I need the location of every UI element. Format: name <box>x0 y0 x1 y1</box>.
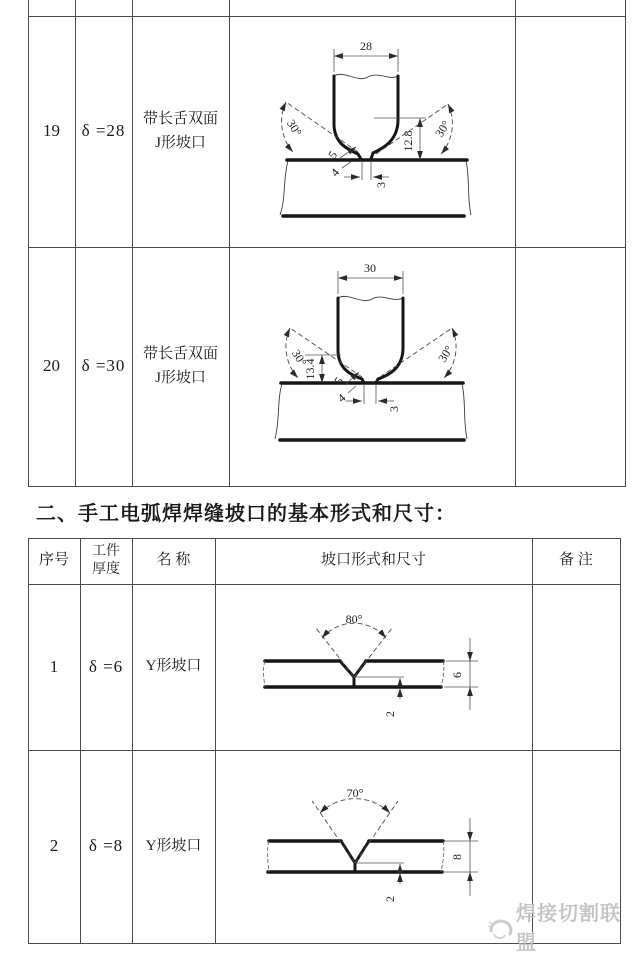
dim-depth-label: 12.8 <box>401 130 415 152</box>
header-index: 序号 <box>38 552 69 569</box>
dim-angle-label: 70° <box>346 786 364 800</box>
watermark-text: 焊接切割联盟 <box>516 903 621 954</box>
header-remark: 备 注 <box>559 552 593 569</box>
watermark <box>484 897 640 955</box>
j-groove-diagram-28 <box>229 16 515 247</box>
header-thickness <box>80 538 132 584</box>
header-name: 名 称 <box>156 552 191 569</box>
workpiece-outline <box>280 74 471 216</box>
dimension-angle <box>312 786 398 863</box>
row20-name-line1: 带长舌双面 <box>142 346 218 363</box>
j-groove-diagram-30 <box>229 247 515 486</box>
dim-gap-label: 3 <box>374 182 388 188</box>
watermark-logo-icon <box>484 910 516 942</box>
header-form: 坡口形式和尺寸 <box>320 552 426 569</box>
dimension-land <box>335 386 356 405</box>
row20-index-cell: 20 <box>43 356 60 376</box>
row2-name-cell: Y形坡口 <box>145 837 202 854</box>
dim-angle-right-label: 30° <box>435 343 456 365</box>
table1-vline <box>515 0 516 486</box>
dim-land-label: 4 <box>327 165 343 180</box>
dimension-angle <box>316 612 392 677</box>
dimension-gap <box>346 401 401 412</box>
dim-radius-label: 5 <box>325 148 341 162</box>
dim-angle-left-label: 30° <box>289 347 310 369</box>
row19-name-line2: J形坡口 <box>155 134 206 151</box>
dim-depth-label: 13.4 <box>303 358 317 380</box>
dimension-thickness <box>444 818 478 896</box>
dimension-root-face <box>383 864 400 902</box>
row19-name-cell <box>132 16 229 247</box>
dim-angle-left-label: 30° <box>284 117 305 139</box>
row20-thickness-cell: δ =30 <box>81 356 126 376</box>
dim-thickness-label: 8 <box>450 854 464 860</box>
row1-thickness-cell: δ =6 <box>88 656 124 676</box>
dim-radius-label: 5 <box>331 374 347 388</box>
dimension-land <box>328 161 352 179</box>
row1-name-cell: Y形坡口 <box>145 658 202 675</box>
row20-name-cell <box>132 247 229 486</box>
dim-thickness-label: 6 <box>450 672 464 678</box>
dim-top-width-label: 30 <box>364 261 376 275</box>
dimension-root-face <box>383 678 400 717</box>
dimension-thickness <box>444 638 478 710</box>
table2-vline <box>620 538 621 943</box>
dim-top-width-label: 28 <box>360 39 372 53</box>
dimension-top-width <box>338 261 403 294</box>
dim-root-face-label: 2 <box>383 711 397 717</box>
dimension-angle-left <box>282 102 358 152</box>
dim-land-label: 4 <box>334 390 349 406</box>
dim-angle-label: 80° <box>345 612 363 626</box>
row19-index-cell: 19 <box>43 121 60 141</box>
dimension-gap <box>344 177 389 188</box>
y-groove-diagram-6 <box>215 584 532 750</box>
row19-name-line1: 带长舌双面 <box>142 111 218 128</box>
dim-angle-right-label: 30° <box>432 118 453 140</box>
table2-vline <box>532 538 533 943</box>
header-thickness-line1: 工件 <box>92 543 120 559</box>
workpiece-outline <box>267 841 443 872</box>
dim-root-face-label: 2 <box>383 896 397 902</box>
row2-thickness-cell: δ =8 <box>88 836 124 856</box>
row2-index-cell: 2 <box>49 836 59 856</box>
dim-gap-label: 3 <box>387 406 401 412</box>
dimension-angle-left <box>286 328 362 378</box>
table1-hline <box>28 486 626 487</box>
row20-name-line2: J形坡口 <box>155 369 206 386</box>
table1-vline <box>625 0 626 486</box>
header-thickness-line2: 厚度 <box>92 562 120 577</box>
dimension-radius <box>331 372 359 387</box>
dimension-top-width <box>334 39 398 72</box>
workpiece-outline <box>263 661 443 687</box>
row19-thickness-cell: δ =28 <box>81 121 126 141</box>
row1-index-cell: 1 <box>49 656 59 676</box>
section-heading: 二、手工电弧焊焊缝坡口的基本形式和尺寸： <box>36 503 456 525</box>
